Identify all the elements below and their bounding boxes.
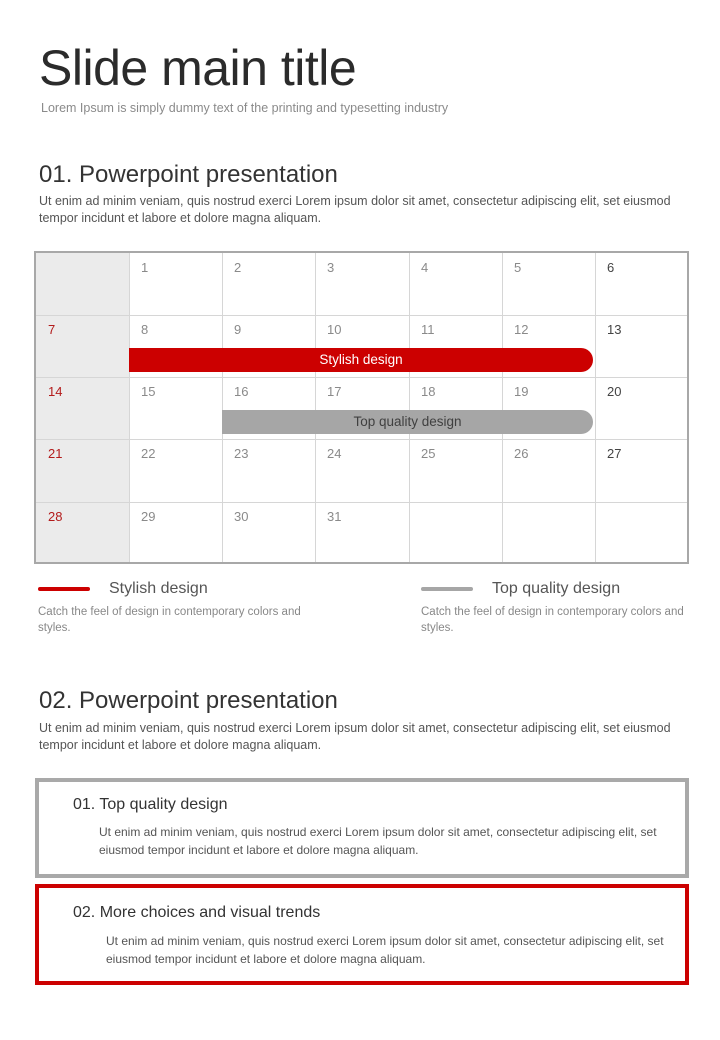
calendar-day: 4 bbox=[421, 260, 429, 275]
page-subtitle: Lorem Ipsum is simply dummy text of the printing and typesetting industry bbox=[41, 101, 449, 115]
calendar-day: 20 bbox=[607, 384, 622, 399]
calendar-day: 27 bbox=[607, 446, 622, 461]
calendar-day: 17 bbox=[327, 384, 342, 399]
feature-box-body: Ut enim ad minim veniam, quis nostrud exerci Lorem ipsum dolor sit amet, consectetur adipiscing elit, set eiusmod tempor incidunt et labore et dolore magna aliquam. bbox=[106, 934, 664, 966]
calendar-day: 6 bbox=[607, 260, 615, 275]
feature-box-title: 02. More choices and visual trends bbox=[73, 904, 321, 921]
calendar-day: 8 bbox=[141, 322, 149, 337]
calendar-column-line bbox=[409, 253, 410, 562]
calendar-row-line bbox=[36, 315, 687, 316]
calendar-day: 15 bbox=[141, 384, 156, 399]
legend-stylish-swatch bbox=[38, 587, 90, 591]
feature-box-body: Ut enim ad minim veniam, quis nostrud exerci Lorem ipsum dolor sit amet, consectetur adipiscing elit, set eiusmod tempor incidunt et labore et dolore magna aliquam. bbox=[99, 825, 657, 857]
calendar-column-line bbox=[315, 253, 316, 562]
calendar-day: 23 bbox=[234, 446, 249, 461]
legend-stylish-title: Stylish design bbox=[109, 580, 208, 597]
calendar-day: 3 bbox=[327, 260, 335, 275]
calendar-column-line bbox=[502, 253, 503, 562]
calendar-day: 30 bbox=[234, 509, 249, 524]
calendar-day: 13 bbox=[607, 322, 622, 337]
calendar-column-line bbox=[222, 253, 223, 562]
section2-body: Ut enim ad minim veniam, quis nostrud exerci Lorem ipsum dolor sit amet, consectetur adipiscing elit, set eiusmod tempor incidunt et labore et dolore magna aliquam. bbox=[39, 721, 671, 752]
top-quality-design-bar: Top quality design bbox=[222, 410, 593, 434]
calendar-day: 19 bbox=[514, 384, 529, 399]
feature-box-more-choices bbox=[35, 884, 689, 985]
feature-box-top-quality bbox=[35, 778, 689, 878]
stylish-design-bar: Stylish design bbox=[129, 348, 593, 372]
legend-top-quality-title: Top quality design bbox=[492, 580, 621, 597]
calendar-day: 1 bbox=[141, 260, 149, 275]
calendar-day: 5 bbox=[514, 260, 522, 275]
calendar-day: 16 bbox=[234, 384, 249, 399]
feature-box-title: 01. Top quality design bbox=[73, 796, 228, 813]
calendar-column-line bbox=[595, 253, 596, 562]
calendar-day: 21 bbox=[48, 446, 63, 461]
calendar-row-line bbox=[36, 439, 687, 440]
calendar-day: 28 bbox=[48, 509, 63, 524]
calendar-day: 18 bbox=[421, 384, 436, 399]
legend-top-quality-desc: Catch the feel of design in contemporary colors and styles. bbox=[421, 606, 684, 634]
calendar-day: 2 bbox=[234, 260, 242, 275]
calendar-day: 26 bbox=[514, 446, 529, 461]
legend-top-quality-swatch bbox=[421, 587, 473, 591]
calendar-day: 9 bbox=[234, 322, 242, 337]
calendar-grid bbox=[34, 251, 689, 564]
calendar-row-line bbox=[36, 377, 687, 378]
calendar-day: 10 bbox=[327, 322, 342, 337]
calendar-day: 25 bbox=[421, 446, 436, 461]
calendar-day: 14 bbox=[48, 384, 63, 399]
calendar-row-line bbox=[36, 502, 687, 503]
section2-title: 02. Powerpoint presentation bbox=[39, 687, 338, 714]
calendar-day: 7 bbox=[48, 322, 56, 337]
section1-body: Ut enim ad minim veniam, quis nostrud exerci Lorem ipsum dolor sit amet, consectetur adipiscing elit, set eiusmod tempor incidunt et labore et dolore magna aliquam. bbox=[39, 194, 671, 225]
calendar-day: 31 bbox=[327, 509, 342, 524]
section1-title: 01. Powerpoint presentation bbox=[39, 161, 338, 188]
calendar-day: 12 bbox=[514, 322, 529, 337]
calendar-day: 11 bbox=[421, 322, 435, 337]
legend-stylish-desc: Catch the feel of design in contemporary colors and styles. bbox=[38, 606, 301, 634]
calendar-day: 22 bbox=[141, 446, 156, 461]
page-title: Slide main title bbox=[39, 40, 357, 96]
calendar-day: 24 bbox=[327, 446, 342, 461]
calendar-column-line bbox=[129, 253, 130, 562]
calendar-day: 29 bbox=[141, 509, 156, 524]
